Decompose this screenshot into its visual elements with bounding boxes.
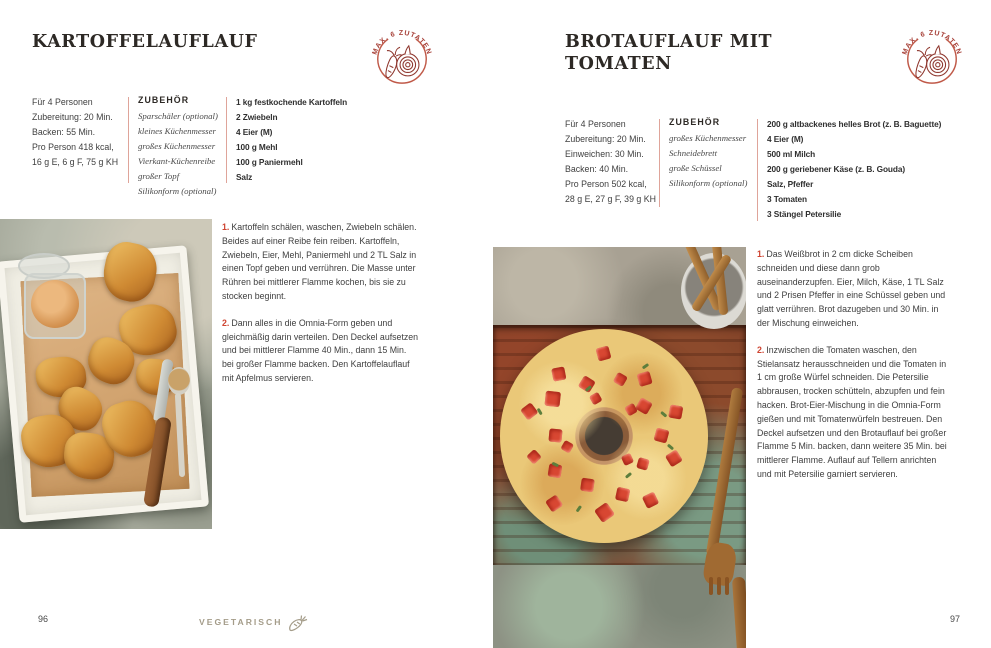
fork-tine: [725, 577, 729, 595]
step-text: Kartoffeln schälen, waschen, Zwiebeln schälen. Beides auf einer Reibe fein reiben. Kartoffeln, Zwiebeln, Eier, Mehl, Paniermehl und 2 TL Salz in einen Topf geben und verrühren. Die Masse unter Rühren bei mittlerer Flamme kochen, bis sie zu stocken beginnt.: [222, 222, 417, 301]
parsley-fleck: [537, 408, 543, 416]
tomato-cube: [589, 392, 603, 406]
equipment-item: großes Küchenmesser: [669, 133, 747, 143]
step-text: Inzwischen die Tomaten waschen, den Stielansatz herausschneiden und die Tomaten in 1 cm große Würfel schneiden. Die Petersilie abbrausen, trocken schütteln, abzupfen und fein hacken. Brot-Eier-Mischung in die Omnia-Form gießen und mit Tomatenwürfeln bestreuen. Den Deckel aufsetzen und den Brotauflauf bei großer Flamme 5 Min. backen, dann weitere 35 Min. bei mittlerer Flamme. Auflauf auf Tellern anrichten und mit Petersilie garniert servieren.: [757, 344, 947, 479]
tomato-cube: [613, 372, 628, 387]
max-6-zutaten-badge-icon: [901, 24, 963, 88]
column-divider: [128, 97, 129, 183]
tomato-cube: [596, 346, 612, 362]
page-number-left: 96: [38, 614, 49, 624]
ingredient-item: 200 g altbackenes helles Brot (z. B. Baguette): [767, 119, 942, 129]
ingredient-item: 4 Eier (M): [236, 127, 273, 137]
spoon: [168, 367, 190, 395]
ingredient-item: 100 g Mehl: [236, 142, 278, 152]
ingredient-item: Salz: [236, 172, 253, 182]
ingredient-list: [236, 95, 347, 185]
meta-line: Pro Person 502 kcal,: [565, 179, 647, 189]
meta-line: Einweichen: 30 Min.: [565, 149, 644, 159]
tomato-cube: [520, 402, 538, 420]
meta-line: Backen: 40 Min.: [565, 164, 629, 174]
ingredient-item: 1 kg festkochende Kartoffeln: [236, 97, 348, 107]
tomato-cube: [654, 428, 670, 444]
equipment-item: Silikonform (optional): [138, 186, 217, 196]
column-divider: [226, 97, 227, 183]
ingredient-item: Salz, Pfeffer: [767, 179, 814, 189]
tomato-cube: [615, 487, 630, 502]
equipment-item: großes Küchenmesser: [138, 141, 216, 151]
step-number: 2.: [222, 317, 230, 328]
title-line: BROTAUFLAUF MIT: [565, 32, 773, 52]
ingredient-item: 4 Eier (M): [767, 134, 804, 144]
recipe-meta: [32, 95, 118, 170]
category-label: [199, 611, 311, 633]
brotauflauf-photo: [493, 247, 746, 648]
equipment-item: kleines Küchenmesser: [138, 126, 216, 136]
step-text: Das Weißbrot in 2 cm dicke Scheiben schneiden und diese dann grob auseinanderzupfen. Eier, Milch, Käse, 1 TL Salz und 2 Prisen Pfeffer in eine Schüssel geben und glatt verrühren. Brot dazugeben und 30 Min. in der Mischung einweichen.: [757, 249, 946, 328]
ingredient-item: 2 Zwiebeln: [236, 112, 278, 122]
page-number-right: 97: [950, 614, 961, 624]
fork-tine: [709, 577, 713, 595]
step-number: 2.: [757, 344, 765, 355]
step-text: Dann alles in die Omnia-Form geben und gleichmäßig darin verteilen. Den Deckel aufsetzen und bei mittlerer Flamme 40 Min., dann 15 Min. bei großer Flamme backen. Den Kartoffelauflauf mit Apfelmus servieren.: [222, 317, 419, 383]
tomato-cube: [635, 397, 653, 415]
tomato-cube: [637, 371, 653, 387]
step-1: [757, 248, 953, 331]
equipment-header: ZUBEHÖR: [138, 95, 190, 105]
tomato-cube: [545, 494, 563, 512]
step-number: 1.: [757, 249, 765, 259]
equipment-item: große Schüssel: [669, 163, 722, 173]
parsley-fleck: [642, 363, 649, 369]
parsley-fleck: [667, 444, 674, 451]
recipe-title-left: KARTOFFELAUFLAUF: [32, 32, 258, 52]
meta-line: Zubereitung: 20 Min.: [565, 134, 646, 144]
meta-line: 28 g E, 27 g F, 39 g KH: [565, 194, 656, 204]
equipment-column: [669, 117, 747, 191]
casserole-surface: [500, 329, 708, 543]
tomato-cube: [668, 404, 683, 419]
column-divider: [757, 119, 758, 221]
step-2: [757, 344, 953, 482]
step-number: 1.: [222, 222, 230, 232]
column-divider: [659, 119, 660, 207]
ingredient-item: 500 ml Milch: [767, 149, 816, 159]
ingredient-item: 200 g geriebener Käse (z. B. Gouda): [767, 164, 906, 174]
kartoffelauflauf-photo: [0, 219, 212, 529]
tomato-cube: [594, 502, 615, 523]
equipment-column: [138, 95, 218, 199]
tomato-cube: [551, 366, 566, 381]
tomato-cube: [621, 453, 634, 466]
instructions-left: [222, 221, 420, 399]
ingredient-item: 100 g Paniermehl: [236, 157, 303, 167]
ingredient-list: [767, 117, 941, 222]
tomato-cube: [548, 428, 562, 442]
equipment-item: Silikonform (optional): [669, 178, 748, 188]
meta-line: 16 g E, 6 g F, 75 g KH: [32, 157, 119, 167]
tomato-cube: [665, 449, 683, 467]
tomato-cube: [580, 478, 595, 493]
recipe-title-right: [565, 31, 772, 75]
equipment-item: Sparschäler (optional): [138, 111, 218, 121]
tomato-cube: [636, 457, 650, 471]
equipment-header: ZUBEHÖR: [669, 117, 721, 127]
meta-line: Für 4 Personen: [565, 119, 626, 129]
tomato-cube: [526, 449, 542, 465]
category-text: VEGETARISCH: [199, 617, 283, 627]
equipment-item: großer Topf: [138, 171, 180, 181]
tomato-cube: [560, 440, 574, 454]
fork-tine: [717, 577, 721, 595]
parsley-fleck: [625, 472, 632, 479]
title-line: TOMATEN: [565, 54, 672, 74]
ingredient-item: 3 Tomaten: [767, 194, 807, 204]
meta-line: Pro Person 418 kcal,: [32, 142, 114, 152]
applesauce: [31, 280, 79, 328]
carrot-icon: [287, 611, 311, 633]
tomato-cube: [642, 492, 659, 509]
tomato-cube: [544, 391, 560, 407]
ingredient-item: 3 Stängel Petersilie: [767, 209, 842, 219]
step-1: [222, 221, 420, 304]
meta-line: Backen: 55 Min.: [32, 127, 96, 137]
max-6-zutaten-badge-icon: [371, 24, 433, 88]
recipe-meta: [565, 117, 656, 207]
equipment-item: Vierkant-Küchenreibe: [138, 156, 216, 166]
parsley-fleck: [660, 411, 667, 418]
meta-line: Für 4 Personen: [32, 97, 93, 107]
equipment-item: Schneidebrett: [669, 148, 718, 158]
instructions-right: [757, 248, 953, 495]
meta-line: Zubereitung: 20 Min.: [32, 112, 113, 122]
parsley-fleck: [576, 505, 582, 512]
step-2: [222, 317, 420, 386]
